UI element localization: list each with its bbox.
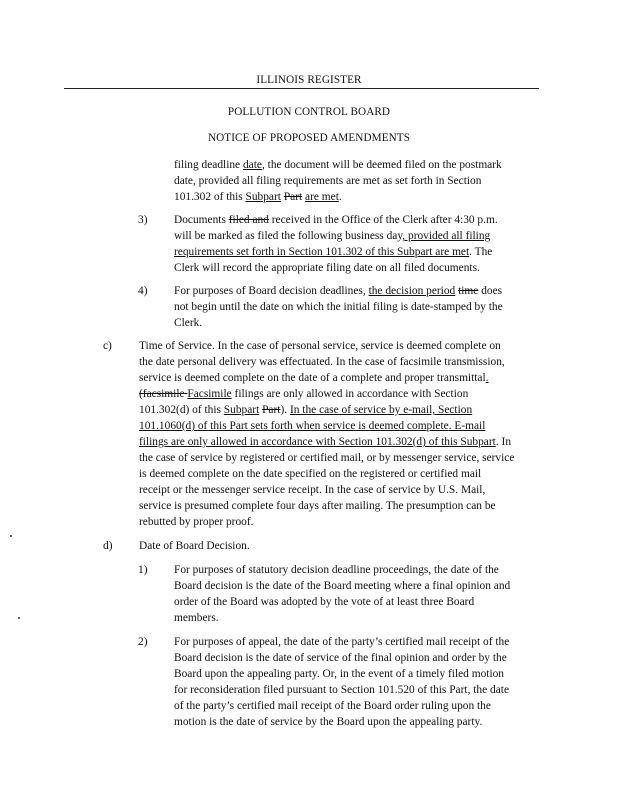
c-line-6: 101.1060(d) of this Part sets forth when service is deemed complete. E-mail	[139, 420, 486, 432]
header-rule	[64, 88, 539, 89]
c-line-8: the case of service by registered or certified mail, or by messenger service, service	[139, 452, 515, 464]
section-c-label: c)	[103, 340, 112, 352]
item-3-line-2: will be marked as filed the following business day, provided all filing	[174, 230, 491, 242]
scan-speck	[18, 617, 20, 619]
scan-speck	[10, 535, 12, 537]
item-4-number: 4)	[138, 285, 148, 297]
item-4-line-3: Clerk.	[174, 317, 203, 329]
d2-line-6: motion is the date of service by the Board upon the appealing party.	[174, 716, 483, 728]
cont-line-1: filing deadline date, the document will be deemed filed on the postmark	[174, 159, 502, 171]
agency-title: POLLUTION CONTROL BOARD	[227, 106, 391, 118]
c-line-1: Time of Service. In the case of personal service, service is deemed complete on	[139, 340, 501, 352]
item-3-line-1: Documents filed and received in the Office of the Clerk after 4:30 p.m.	[174, 214, 498, 226]
item-3-line-3: requirements set forth in Section 101.302 of this Subpart are met. The	[174, 246, 493, 258]
c-line-11: service is presumed complete four days after mailing. The presumption can be	[139, 500, 496, 512]
d1-line-3: order of the Board was adopted by the vote of at least three Board	[174, 596, 475, 608]
register-title: ILLINOIS REGISTER	[256, 74, 362, 86]
section-d-label: d)	[103, 540, 113, 552]
cont-line-3: 101.302 of this Subpart Part are met.	[174, 191, 342, 203]
item-4-line-1: For purposes of Board decision deadlines, the decision period time does	[174, 285, 503, 297]
d2-line-2: Board decision is the date of service of the final opinion and order by the	[174, 652, 507, 664]
notice-title: NOTICE OF PROPOSED AMENDMENTS	[207, 132, 411, 144]
item-4-line-2: not begin until the date on which the initial filing is date-stamped by the	[174, 301, 503, 313]
d2-line-4: for reconsideration filed pursuant to Section 101.520 of this Part, the date	[174, 684, 509, 696]
c-line-7: filings are only allowed in accordance with Section 101.302(d) of this Subpart. In	[139, 436, 512, 448]
d2-line-1: For purposes of appeal, the date of the party’s certified mail receipt of the	[174, 636, 510, 648]
cont-line-2: date, provided all filing requirements are met as set forth in Section	[174, 175, 482, 187]
d2-line-3: Board upon the appealing party. Or, in the event of a timely filed motion	[174, 668, 504, 680]
c-line-9: is deemed complete on the date specified on the registered or certified mail	[139, 468, 482, 480]
c-line-3: service is deemed complete on the date of a complete and proper transmittal.	[139, 372, 489, 384]
c-line-10: receipt or the messenger service receipt. In the case of service by U.S. Mail,	[139, 484, 486, 496]
d1-line-1: For purposes of statutory decision deadline proceedings, the date of the	[174, 564, 499, 576]
d2-line-5: of the party’s certified mail receipt of the Board order ruling upon the	[174, 700, 491, 712]
d1-line-4: members.	[174, 612, 219, 624]
d1-line-2: Board decision is the date of the Board meeting where a final opinion and	[174, 580, 511, 592]
c-line-4: (facsimile Facsimile filings are only allowed in accordance with Section	[139, 388, 469, 400]
d-title: Date of Board Decision.	[139, 540, 250, 552]
c-line-2: the date personal delivery was effectuated. In the case of facsimile transmission,	[139, 356, 505, 368]
item-3-number: 3)	[138, 214, 148, 226]
c-line-5: 101.302(d) of this Subpart Part). In the case of service by e-mail, Section	[139, 404, 473, 416]
c-line-12: rebutted by proper proof.	[139, 516, 254, 528]
d-item-2-number: 2)	[138, 636, 148, 648]
d-item-1-number: 1)	[138, 564, 148, 576]
item-3-line-4: Clerk will record the appropriate filing date on all filed documents.	[174, 262, 480, 274]
